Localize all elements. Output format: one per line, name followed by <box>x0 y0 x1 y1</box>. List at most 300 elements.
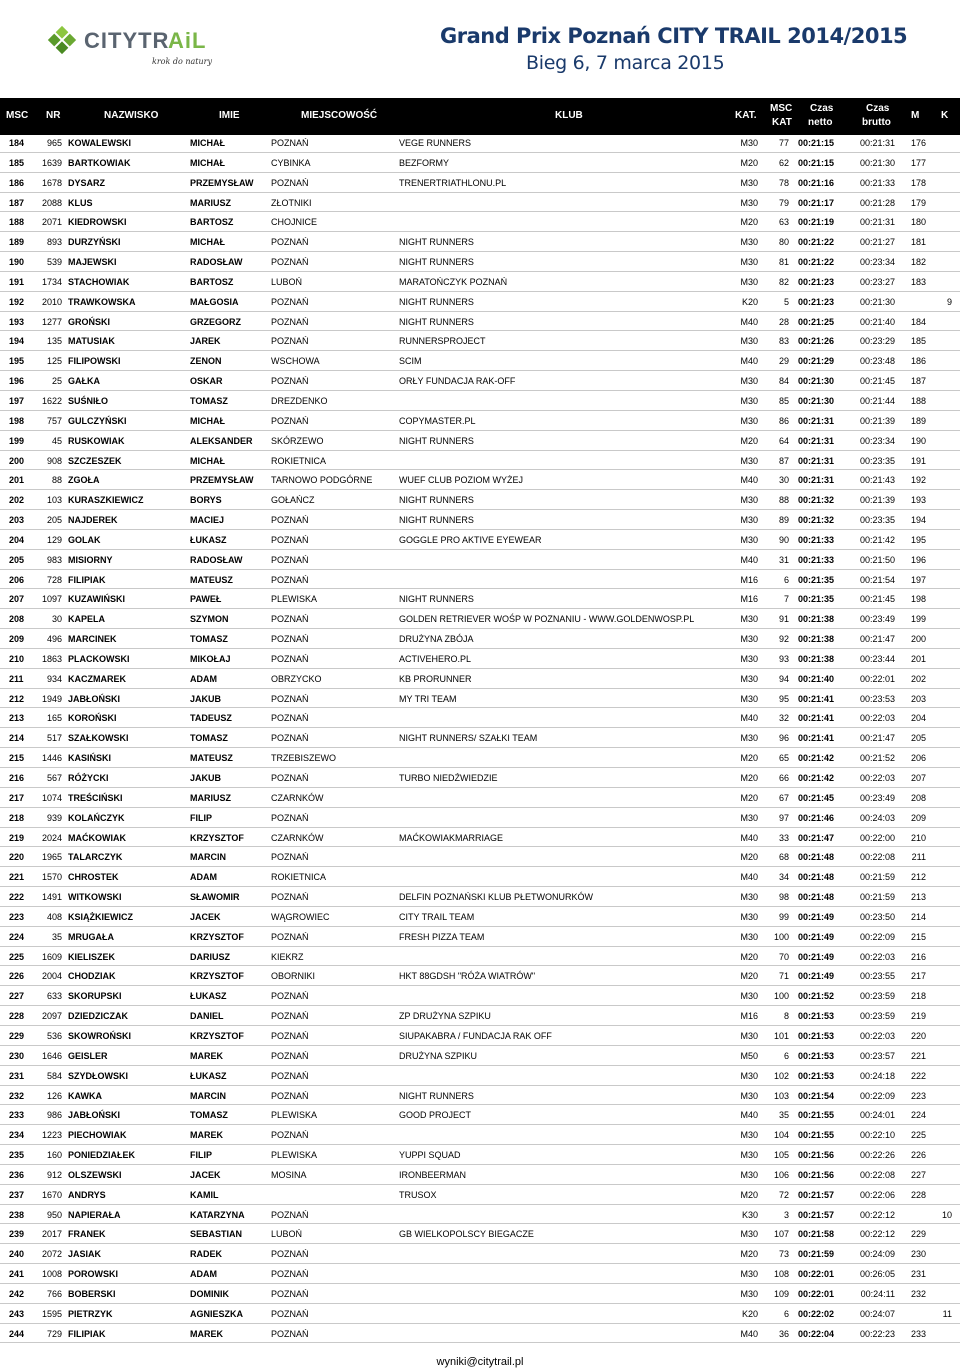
table-row <box>0 1006 960 1026</box>
row-nr: 950 <box>46 1209 62 1220</box>
row-nr: 2088 <box>41 197 62 208</box>
table-row <box>0 1185 960 1205</box>
row-nazwisko: KAWKA <box>68 1090 102 1101</box>
row-nr: 539 <box>46 257 62 268</box>
row-nr: 1223 <box>41 1130 62 1141</box>
row-nr: 88 <box>51 475 62 486</box>
row-nazwisko: JABŁOŃSKI <box>68 1110 121 1121</box>
row-msc: 186 <box>9 177 25 188</box>
row-kat: M30 <box>740 693 758 704</box>
row-imie: FILIP <box>190 812 212 823</box>
row-kat: M30 <box>740 1030 758 1041</box>
row-imie: SZYMON <box>190 614 229 625</box>
row-nazwisko: PIECHOWIAK <box>68 1130 127 1141</box>
col-header-nr: NR <box>46 110 61 121</box>
row-czas-netto: 00:21:40 <box>798 673 835 684</box>
row-msc: 201 <box>9 475 25 486</box>
row-czas-brutto: 00:21:54 <box>859 574 895 585</box>
row-msc-kat: 64 <box>778 435 789 446</box>
row-nazwisko: SZYDŁOWSKI <box>68 1070 128 1081</box>
row-czas-brutto: 00:21:31 <box>859 138 895 148</box>
row-kat: M20 <box>740 852 758 863</box>
row-miejscowosc: PLEWISKA <box>271 1110 318 1121</box>
table-row <box>0 649 960 669</box>
row-msc: 196 <box>9 376 25 387</box>
row-klub: YUPPI SQUAD <box>399 1150 461 1161</box>
row-klub: GOOD PROJECT <box>399 1110 472 1121</box>
row-nr: 2010 <box>41 296 62 307</box>
row-nr: 1734 <box>41 276 62 287</box>
row-kat: M20 <box>740 971 758 982</box>
row-imie: JACEK <box>190 911 221 922</box>
row-czas-brutto: 00:23:34 <box>859 435 895 446</box>
col-header-netto-2: netto <box>808 117 833 128</box>
row-imie: TOMASZ <box>190 634 228 645</box>
row-nazwisko: GEISLER <box>68 1050 108 1061</box>
table-row <box>0 1086 960 1106</box>
row-kat: M30 <box>740 812 758 823</box>
row-imie: MICHAŁ <box>190 157 225 168</box>
row-m: 212 <box>910 872 926 883</box>
row-nr: 135 <box>46 336 62 347</box>
row-kat: M30 <box>740 237 758 248</box>
row-kat: K20 <box>741 1308 758 1319</box>
row-czas-netto: 00:21:58 <box>798 1229 835 1240</box>
table-row <box>0 708 960 728</box>
row-nr: 2004 <box>41 971 62 982</box>
row-czas-brutto: 00:21:27 <box>859 237 895 248</box>
row-kat: M30 <box>740 336 758 347</box>
row-miejscowosc: POZNAŃ <box>271 1011 309 1022</box>
row-msc-kat: 86 <box>778 415 789 426</box>
col-header-kat: KAT. <box>735 110 757 121</box>
row-czas-netto: 00:21:35 <box>798 594 835 605</box>
row-msc: 234 <box>9 1130 25 1141</box>
row-kat: M30 <box>740 1150 758 1161</box>
row-kat: M20 <box>740 1189 758 1200</box>
row-czas-brutto: 00:23:34 <box>859 257 895 268</box>
row-klub: NIGHT RUNNERS <box>399 316 474 327</box>
row-m: 203 <box>910 693 926 704</box>
row-m: 211 <box>911 852 926 863</box>
row-imie: TOMASZ <box>190 1110 228 1121</box>
row-nazwisko: MAĆKOWIAK <box>68 832 126 843</box>
row-klub: ZP DRUŻYNA SZPIKU <box>399 1011 491 1022</box>
row-czas-netto: 00:21:45 <box>798 792 835 803</box>
row-imie: JAKUB <box>190 693 222 704</box>
col-header-imie: IMIE <box>219 110 240 121</box>
row-msc: 237 <box>9 1189 25 1200</box>
row-nr: 30 <box>51 614 62 625</box>
row-miejscowosc: POZNAŃ <box>271 1050 309 1061</box>
row-m: 209 <box>910 812 926 823</box>
row-nr: 908 <box>46 455 62 466</box>
row-msc: 217 <box>9 792 25 803</box>
row-czas-netto: 00:21:53 <box>798 1011 835 1022</box>
citytrail-logo <box>44 18 224 78</box>
footer-email: wyniki@citytrail.pl <box>436 1356 524 1368</box>
row-kat: M30 <box>740 276 758 287</box>
row-imie: BARTOSZ <box>190 217 234 228</box>
row-kat: M20 <box>740 773 758 783</box>
svg-text:krok do natury: krok do natury <box>152 57 212 66</box>
row-miejscowosc: LUBOŃ <box>271 276 303 287</box>
row-imie: RADOSŁAW <box>190 257 243 268</box>
table-row <box>0 510 960 530</box>
row-nr: 2024 <box>41 832 62 843</box>
row-msc-kat: 70 <box>778 951 789 962</box>
row-msc: 215 <box>9 753 25 764</box>
row-msc-kat: 98 <box>778 892 789 903</box>
row-msc-kat: 108 <box>773 1269 789 1280</box>
row-nr: 1609 <box>41 951 62 962</box>
row-m: 180 <box>910 217 926 228</box>
table-row <box>0 173 960 193</box>
row-m: 189 <box>910 415 926 426</box>
row-nr: 965 <box>46 138 62 148</box>
row-kat: M30 <box>740 495 758 506</box>
row-msc-kat: 84 <box>778 376 789 387</box>
row-kat: M40 <box>740 1110 758 1121</box>
row-kat: M30 <box>740 1169 758 1180</box>
row-kat: K30 <box>741 1209 758 1220</box>
row-czas-brutto: 00:22:01 <box>859 673 895 684</box>
row-imie: DOMINIK <box>190 1288 229 1299</box>
row-nazwisko: FILIPIAK <box>68 1328 106 1339</box>
row-czas-brutto: 00:22:06 <box>859 1189 895 1200</box>
row-czas-brutto: 00:21:30 <box>859 157 895 168</box>
row-miejscowosc: POZNAŃ <box>271 1308 309 1319</box>
table-row <box>0 927 960 947</box>
row-imie: MICHAŁ <box>190 455 225 466</box>
row-msc: 243 <box>9 1308 25 1319</box>
row-m: 181 <box>910 237 926 248</box>
row-czas-netto: 00:21:59 <box>798 1249 835 1260</box>
row-msc-kat: 96 <box>778 733 789 744</box>
row-msc-kat: 107 <box>773 1229 789 1240</box>
row-msc: 189 <box>9 237 25 248</box>
table-row <box>0 1264 960 1284</box>
row-msc: 211 <box>9 673 24 684</box>
row-czas-brutto: 00:21:47 <box>859 634 895 645</box>
row-miejscowosc: POZNAŃ <box>271 931 309 942</box>
row-msc-kat: 66 <box>778 773 789 783</box>
row-miejscowosc: POZNAŃ <box>271 693 309 704</box>
row-imie: MATEUSZ <box>190 753 233 764</box>
row-klub: NIGHT RUNNERS <box>399 1090 474 1101</box>
row-msc-kat: 36 <box>778 1328 789 1339</box>
row-msc: 212 <box>9 693 25 704</box>
row-m: 213 <box>910 892 926 903</box>
row-miejscowosc: ROKIETNICA <box>271 872 327 883</box>
row-klub: DRUŻYNA ZBÓJA <box>399 634 474 645</box>
row-kat: M20 <box>740 792 758 803</box>
row-miejscowosc: POZNAŃ <box>271 1070 309 1081</box>
table-header <box>0 98 960 135</box>
col-header-m: M <box>911 110 920 121</box>
table-row <box>0 451 960 471</box>
row-nr: 2072 <box>41 1249 62 1260</box>
row-nazwisko: RÓŻYCKI <box>68 773 109 783</box>
row-imie: BARTOSZ <box>190 276 234 287</box>
table-row <box>0 1284 960 1304</box>
row-msc-kat: 85 <box>778 395 789 406</box>
row-kat: M30 <box>740 177 758 188</box>
row-klub: CITY TRAIL TEAM <box>399 911 475 922</box>
row-msc: 190 <box>9 257 25 268</box>
row-imie: KRZYSZTOF <box>190 832 244 843</box>
row-nazwisko: BOBERSKI <box>68 1288 116 1299</box>
row-czas-netto: 00:21:49 <box>798 971 835 982</box>
row-czas-brutto: 00:23:49 <box>859 614 895 625</box>
row-klub: NIGHT RUNNERS <box>399 495 474 506</box>
row-kat: M30 <box>740 634 758 645</box>
row-msc: 197 <box>9 395 25 406</box>
row-m: 216 <box>910 951 926 962</box>
row-m: 198 <box>910 594 926 605</box>
row-czas-brutto: 00:21:45 <box>859 376 895 387</box>
col-header-msc-kat-1: MSC <box>770 103 793 114</box>
table-row <box>0 272 960 292</box>
row-miejscowosc: POZNAŃ <box>271 515 309 526</box>
row-klub: NIGHT RUNNERS <box>399 515 474 526</box>
row-czas-netto: 00:21:48 <box>798 892 835 903</box>
row-nazwisko: GROŃSKI <box>68 316 111 327</box>
table-row <box>0 331 960 351</box>
row-nr: 1639 <box>41 157 62 168</box>
row-msc: 222 <box>9 892 25 903</box>
row-miejscowosc: WSCHOWA <box>271 356 320 367</box>
row-msc-kat: 105 <box>773 1150 789 1161</box>
row-klub: WUEF CLUB POZIOM WYŻEJ <box>399 475 524 486</box>
row-m: 221 <box>910 1050 926 1061</box>
row-czas-brutto: 00:23:55 <box>859 971 895 982</box>
row-msc-kat: 106 <box>773 1169 789 1180</box>
row-czas-brutto: 00:22:09 <box>859 1090 895 1101</box>
row-nazwisko: ANDRYS <box>68 1189 106 1200</box>
row-msc-kat: 31 <box>778 554 789 565</box>
row-msc: 227 <box>9 991 25 1002</box>
row-miejscowosc: DREZDENKO <box>271 395 328 406</box>
row-nr: 496 <box>46 634 62 645</box>
row-czas-netto: 00:21:49 <box>798 911 835 922</box>
row-nr: 567 <box>46 773 62 783</box>
row-m: 228 <box>910 1189 926 1200</box>
row-msc-kat: 65 <box>778 753 789 764</box>
row-msc-kat: 104 <box>773 1130 789 1141</box>
row-nazwisko: MATUSIAK <box>68 336 115 347</box>
row-miejscowosc: POZNAŃ <box>271 534 309 545</box>
table-row <box>0 252 960 272</box>
row-m: 204 <box>910 713 926 724</box>
row-miejscowosc: POZNAŃ <box>271 237 309 248</box>
row-imie: TADEUSZ <box>190 713 232 724</box>
row-msc: 203 <box>9 515 25 526</box>
table-row <box>0 867 960 887</box>
row-imie: MICHAŁ <box>190 138 225 148</box>
col-header-miejscowosc: MIEJSCOWOŚĆ <box>301 110 378 121</box>
row-msc: 202 <box>9 495 25 506</box>
row-nazwisko: CHODZIAK <box>68 971 116 982</box>
row-czas-brutto: 00:22:26 <box>859 1150 895 1161</box>
row-m: 193 <box>910 495 926 506</box>
row-nazwisko: SKORUPSKI <box>68 991 122 1002</box>
row-czas-brutto: 00:22:09 <box>859 931 895 942</box>
row-miejscowosc: POZNAŃ <box>271 991 309 1002</box>
row-nazwisko: DYSARZ <box>68 177 106 188</box>
row-msc: 225 <box>9 951 25 962</box>
row-msc-kat: 77 <box>778 138 789 148</box>
row-msc: 199 <box>9 435 25 446</box>
row-m: 186 <box>910 356 926 367</box>
row-m: 178 <box>910 177 926 188</box>
table-row <box>0 947 960 967</box>
row-klub: MY TRI TEAM <box>399 693 457 704</box>
row-kat: M30 <box>740 733 758 744</box>
row-msc-kat: 100 <box>773 931 789 942</box>
row-klub: NIGHT RUNNERS <box>399 237 474 248</box>
row-nazwisko: KURASZKIEWICZ <box>68 495 144 506</box>
row-nazwisko: PLACKOWSKI <box>68 653 130 664</box>
logo-icon <box>44 18 224 78</box>
row-imie: MARCIN <box>190 852 226 863</box>
row-czas-netto: 00:21:38 <box>798 614 835 625</box>
row-nr: 728 <box>46 574 62 585</box>
row-msc-kat: 97 <box>778 812 789 823</box>
row-m: 196 <box>910 554 926 565</box>
row-nr: 1446 <box>41 753 62 764</box>
row-miejscowosc: PLEWISKA <box>271 594 318 605</box>
row-miejscowosc: CZARNKÓW <box>271 792 324 803</box>
row-msc: 206 <box>9 574 25 585</box>
row-m: 233 <box>910 1328 926 1339</box>
row-kat: M30 <box>740 515 758 526</box>
row-m: 231 <box>910 1269 926 1280</box>
row-imie: ZENON <box>190 356 222 367</box>
row-czas-brutto: 00:23:29 <box>859 336 895 347</box>
row-msc-kat: 73 <box>778 1249 789 1260</box>
row-nazwisko: TALARCZYK <box>68 852 123 863</box>
row-czas-netto: 00:22:04 <box>798 1328 835 1339</box>
row-k: 10 <box>941 1209 952 1220</box>
row-nr: 165 <box>46 713 62 724</box>
row-imie: GRZEGORZ <box>190 316 241 327</box>
row-m: 185 <box>910 336 926 347</box>
row-klub: GOGGLE PRO AKTIVE EYEWEAR <box>399 534 542 545</box>
row-imie: MAREK <box>190 1328 223 1339</box>
row-kat: M20 <box>740 753 758 764</box>
row-nr: 205 <box>46 515 62 526</box>
table-row <box>0 966 960 986</box>
row-msc-kat: 99 <box>778 911 789 922</box>
row-miejscowosc: CHOJNICE <box>271 217 318 228</box>
row-kat: M16 <box>740 1011 758 1022</box>
table-row <box>0 1244 960 1264</box>
row-nr: 934 <box>46 673 62 684</box>
row-msc-kat: 79 <box>778 197 789 208</box>
row-m: 177 <box>910 157 926 168</box>
row-imie: AGNIESZKA <box>190 1308 244 1319</box>
row-nazwisko: TREŚCIŃSKI <box>68 792 123 803</box>
row-czas-brutto: 00:21:50 <box>859 554 895 565</box>
row-czas-netto: 00:21:19 <box>798 217 835 228</box>
row-klub: TRENERTRIATHLONU.PL <box>399 177 507 188</box>
row-imie: MACIEJ <box>190 515 225 526</box>
row-msc: 238 <box>9 1209 25 1220</box>
row-imie: MIKOŁAJ <box>190 653 231 664</box>
table-row <box>0 1026 960 1046</box>
row-m: 205 <box>910 733 926 744</box>
row-nazwisko: MRUGAŁA <box>68 931 114 942</box>
row-msc-kat: 78 <box>778 177 789 188</box>
row-nazwisko: RUSKOWIAK <box>68 435 125 446</box>
row-msc: 228 <box>9 1011 25 1022</box>
row-m: 207 <box>910 773 926 783</box>
row-miejscowosc: OBORNIKI <box>271 971 316 982</box>
results-table-body <box>0 133 960 1343</box>
row-czas-brutto: 00:24:09 <box>859 1249 895 1260</box>
row-czas-brutto: 00:21:44 <box>859 395 895 406</box>
row-nazwisko: STACHOWIAK <box>68 276 130 287</box>
row-nr: 729 <box>46 1328 62 1339</box>
row-czas-brutto: 00:21:59 <box>859 872 895 883</box>
row-msc: 216 <box>9 773 25 783</box>
row-imie: OSKAR <box>190 376 223 387</box>
row-msc-kat: 72 <box>778 1189 789 1200</box>
row-msc: 195 <box>9 356 25 367</box>
row-miejscowosc: POZNAŃ <box>271 614 309 625</box>
row-m: 222 <box>910 1070 926 1081</box>
row-m: 218 <box>910 991 926 1002</box>
row-nr: 2097 <box>41 1011 62 1022</box>
table-row <box>0 1125 960 1145</box>
row-imie: ŁUKASZ <box>190 991 227 1002</box>
row-nr: 912 <box>46 1169 62 1180</box>
table-row <box>0 470 960 490</box>
row-msc: 221 <box>9 872 25 883</box>
row-imie: RADOSŁAW <box>190 554 243 565</box>
table-row <box>0 1224 960 1244</box>
row-msc: 213 <box>9 713 25 724</box>
table-row <box>0 1304 960 1324</box>
row-imie: TOMASZ <box>190 395 228 406</box>
row-czas-netto: 00:21:32 <box>798 495 835 506</box>
row-czas-brutto: 00:22:03 <box>859 1030 895 1041</box>
row-nr: 1863 <box>41 653 62 664</box>
row-nr: 983 <box>46 554 62 565</box>
row-imie: MAŁGOSIA <box>190 296 239 307</box>
row-nazwisko: MISIORNY <box>68 554 113 565</box>
row-kat: K20 <box>741 296 758 307</box>
row-nr: 103 <box>46 495 62 506</box>
row-kat: M30 <box>740 1288 758 1299</box>
row-k: 9 <box>946 296 952 307</box>
row-msc-kat: 88 <box>778 495 789 506</box>
row-nazwisko: PIETRZYK <box>68 1308 113 1319</box>
row-czas-brutto: 00:23:50 <box>859 911 895 922</box>
row-czas-netto: 00:21:25 <box>798 316 835 327</box>
row-kat: M40 <box>740 832 758 843</box>
row-msc-kat: 8 <box>783 1011 789 1022</box>
page-title: Grand Prix Poznań CITY TRAIL 2014/2015 <box>440 24 908 48</box>
row-czas-netto: 00:21:31 <box>798 435 835 446</box>
row-czas-brutto: 00:23:49 <box>859 792 895 803</box>
col-header-brutto-1: Czas <box>866 103 890 114</box>
row-msc-kat: 101 <box>773 1030 789 1041</box>
row-kat: M30 <box>740 991 758 1002</box>
row-klub: NIGHT RUNNERS <box>399 296 474 307</box>
row-msc: 188 <box>9 217 25 228</box>
